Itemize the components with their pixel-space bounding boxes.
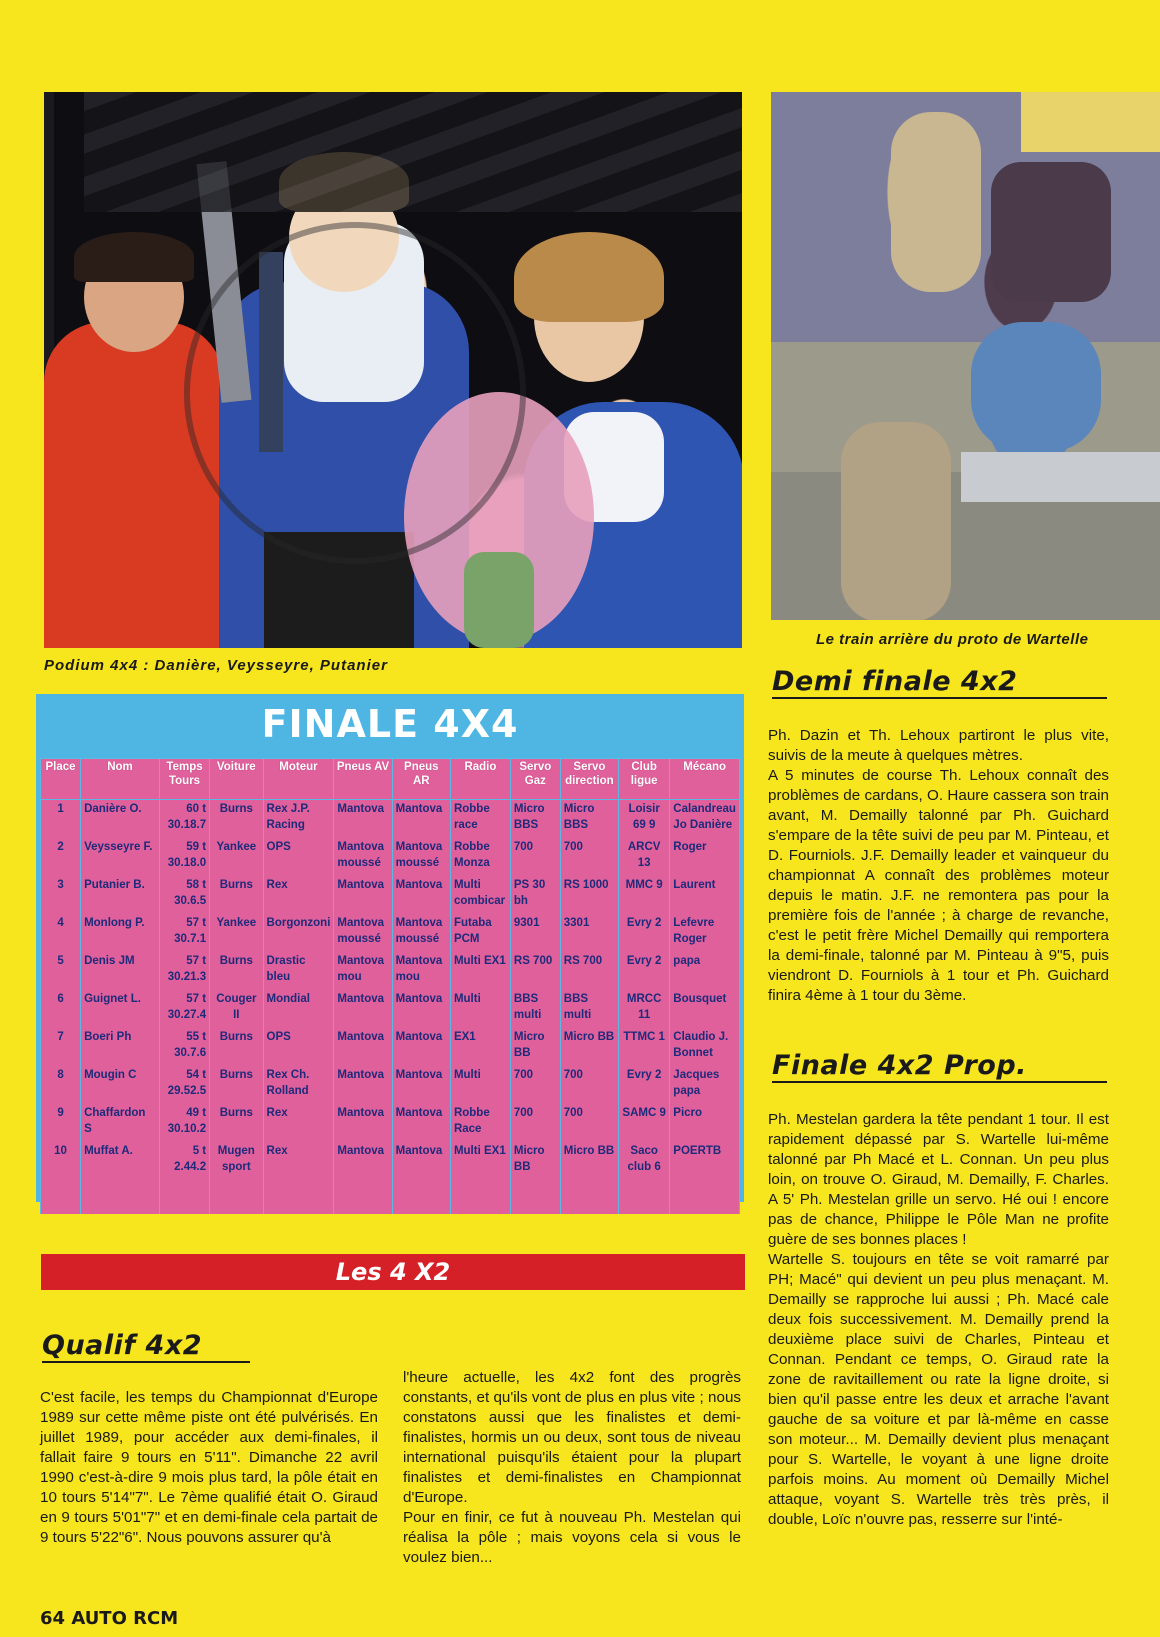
cell-servo-direction: 3301 — [560, 914, 618, 952]
qualif-paragraph-2: l'heure actuelle, les 4x2 font des progrès constants, et qu'ils vont de plus en plus vite ; nous constatons aussi que les finalistes et demi-finalistes, hormis un ou deux, sont tous de niveau international puisqu'ils étaient pour la plupart finalistes et demi-finalistes en Championnat d'Europe. — [403, 1369, 741, 1506]
rear-train-photo — [771, 92, 1160, 620]
cell-temps: 60 t 30.18.7 — [159, 800, 209, 839]
cell-radio: Multi EX1 — [450, 1142, 510, 1214]
col-header-pneus-ar: Pneus AR — [392, 759, 450, 800]
cell-moteur: Drastic bleu — [263, 952, 334, 990]
cell-pneus-ar: Mantova — [392, 1104, 450, 1142]
cell-pneus-av: Mantova — [334, 800, 392, 839]
col-header-club: Club ligue — [619, 759, 670, 800]
table-row — [41, 876, 740, 914]
cell-mecano: POERTB — [670, 1142, 740, 1214]
cell-servo-direction: RS 1000 — [560, 876, 618, 914]
cell-place: 2 — [41, 838, 81, 876]
col-header-moteur: Moteur — [263, 759, 334, 800]
cell-temps: 57 t 30.7.1 — [159, 914, 209, 952]
cell-pneus-ar: Mantova moussé — [392, 914, 450, 952]
col-header-mecano: Mécano — [670, 759, 740, 800]
cell-pneus-av: Mantova mou — [334, 952, 392, 990]
cell-moteur: Mondial — [263, 990, 334, 1028]
cell-servo-gaz: Micro BB — [510, 1142, 560, 1214]
cell-pneus-av: Mantova moussé — [334, 914, 392, 952]
cell-moteur: Borgonzoni — [263, 914, 334, 952]
cell-servo-gaz: 700 — [510, 1066, 560, 1104]
cell-radio: Multi combicar — [450, 876, 510, 914]
cell-place: 3 — [41, 876, 81, 914]
cell-pneus-ar: Mantova — [392, 1142, 450, 1214]
cell-mecano: Calandreau Jo Danière — [670, 800, 740, 839]
cell-pneus-av: Mantova — [334, 1104, 392, 1142]
cell-club: SAMC 9 — [619, 1104, 670, 1142]
cell-temps: 54 t 29.52.5 — [159, 1066, 209, 1104]
cell-moteur: OPS — [263, 838, 334, 876]
podium-caption: Podium 4x4 : Danière, Veysseyre, Putanier — [44, 657, 388, 674]
cell-place: 1 — [41, 800, 81, 839]
cell-moteur: Rex — [263, 1142, 334, 1214]
cell-moteur: Rex Ch. Rolland — [263, 1066, 334, 1104]
cell-club: Saco club 6 — [619, 1142, 670, 1214]
cell-temps: 49 t 30.10.2 — [159, 1104, 209, 1142]
cell-temps: 59 t 30.18.0 — [159, 838, 209, 876]
cell-temps: 55 t 30.7.6 — [159, 1028, 209, 1066]
podium-photo — [44, 92, 742, 648]
qualif-paragraph-3: Pour en finir, ce fut à nouveau Ph. Mestelan qui réalisa la pôle ; mais voyons cela si vous le voulez bien... — [403, 1509, 741, 1566]
cell-voiture: Burns — [210, 1066, 263, 1104]
cell-moteur: Rex — [263, 876, 334, 914]
cell-radio: Multi — [450, 990, 510, 1028]
cell-servo-direction: 700 — [560, 838, 618, 876]
cell-servo-gaz: RS 700 — [510, 952, 560, 990]
cell-radio: Robbe Monza — [450, 838, 510, 876]
cell-pneus-ar: Mantova — [392, 876, 450, 914]
cell-club: ARCV 13 — [619, 838, 670, 876]
col-header-voiture: Voiture — [210, 759, 263, 800]
cell-servo-gaz: 700 — [510, 1104, 560, 1142]
cell-pneus-ar: Mantova — [392, 990, 450, 1028]
cell-pneus-ar: Mantova mou — [392, 952, 450, 990]
cell-servo-gaz: Micro BB — [510, 1028, 560, 1066]
cell-nom: Monlong P. — [81, 914, 160, 952]
cell-temps: 5 t 2.44.2 — [159, 1142, 209, 1214]
table-row — [41, 800, 740, 839]
col-header-nom: Nom — [81, 759, 160, 800]
demi-finale-title: Demi finale 4x2 — [772, 666, 1107, 699]
cell-club: Evry 2 — [619, 952, 670, 990]
cell-mecano: Claudio J. Bonnet — [670, 1028, 740, 1066]
cell-club: MMC 9 — [619, 876, 670, 914]
cell-nom: Guignet L. — [81, 990, 160, 1028]
cell-pneus-ar: Mantova — [392, 1028, 450, 1066]
cell-radio: Robbe Race — [450, 1104, 510, 1142]
cell-voiture: Burns — [210, 1104, 263, 1142]
cell-pneus-av: Mantova — [334, 1142, 392, 1214]
page-folio: 64 AUTO RCM — [40, 1608, 179, 1629]
cell-moteur: Rex J.P. Racing — [263, 800, 334, 839]
finale-prop-column — [768, 1110, 1109, 1530]
demi-paragraph-1: Ph. Dazin et Th. Lehoux partiront le plus vite, suivis de la meute à quelques mètres. — [768, 727, 1109, 764]
cell-mecano: Bousquet — [670, 990, 740, 1028]
col-header-servo-gaz: Servo Gaz — [510, 759, 560, 800]
cell-servo-gaz: PS 30 bh — [510, 876, 560, 914]
finale-4x4-table — [40, 758, 740, 1214]
qualif-column-2 — [403, 1368, 741, 1568]
cell-mecano: papa — [670, 952, 740, 990]
cell-servo-gaz: BBS multi — [510, 990, 560, 1028]
cell-radio: Multi — [450, 1066, 510, 1104]
demi-finale-column — [768, 726, 1109, 1006]
cell-radio: Futaba PCM — [450, 914, 510, 952]
cell-servo-direction: Micro BBS — [560, 800, 618, 839]
cell-moteur: OPS — [263, 1028, 334, 1066]
qualif-paragraph-1: C'est facile, les temps du Championnat d'Europe 1989 sur cette même piste ont été pulvérisés. En juillet 1989, pour accéder aux demi-finales, il fallait faire 9 tours en 5'11". Dimanche 22 avril 1990 c'est-à-dire 9 mois plus tard, la pôle était en 10 tours 5'14"7". Le 7ème qualifié était O. Giraud en 9 tours 5'01"7" et en demi-finale cela partait de 9 tours 5'22"6". Nous pouvons assurer qu'à — [40, 1389, 378, 1546]
cell-nom: Veysseyre F. — [81, 838, 160, 876]
cell-place: 4 — [41, 914, 81, 952]
cell-mecano: Picro — [670, 1104, 740, 1142]
cell-mecano: Laurent — [670, 876, 740, 914]
cell-place: 7 — [41, 1028, 81, 1066]
cell-radio: Robbe race — [450, 800, 510, 839]
cell-servo-direction: 700 — [560, 1066, 618, 1104]
table-row — [41, 1066, 740, 1104]
cell-club: MRCC 11 — [619, 990, 670, 1028]
table-row — [41, 1142, 740, 1214]
table-row — [41, 1104, 740, 1142]
cell-pneus-av: Mantova moussé — [334, 838, 392, 876]
table-row — [41, 914, 740, 952]
finale-4x4-box — [36, 694, 744, 1202]
cell-temps: 57 t 30.21.3 — [159, 952, 209, 990]
col-header-pneus-av: Pneus AV — [334, 759, 392, 800]
cell-voiture: Mugen sport — [210, 1142, 263, 1214]
demi-paragraph-2: A 5 minutes de course Th. Lehoux connaît des problèmes de cardans, O. Haure cassera son train avant, M. Demailly talonné par Ph. Guichard s'empare de la tête suivi de peu par M. Pinteau, et D. Fourniols. J.F. Demailly leader et vainqueur du championnat A connaît des problèmes moteur depuis le matin. J.F. ne remontera pas pour la première fois de l'année ; à charge de revanche, c'est le petit frère Michel Demailly qui remportera la demi-finale, talonné par M. Pinteau à 9"5, puis viendront D. Fourniols à 1 tour et Ph. Guichard finira 4ème à 1 tour du 3ème. — [768, 767, 1109, 1004]
rear-train-caption: Le train arrière du proto de Wartelle — [816, 631, 1089, 648]
cell-servo-direction: Micro BB — [560, 1142, 618, 1214]
cell-nom: Putanier B. — [81, 876, 160, 914]
cell-pneus-av: Mantova — [334, 990, 392, 1028]
cell-pneus-av: Mantova — [334, 1066, 392, 1104]
cell-pneus-av: Mantova — [334, 876, 392, 914]
cell-servo-direction: BBS multi — [560, 990, 618, 1028]
cell-radio: EX1 — [450, 1028, 510, 1066]
table-row — [41, 990, 740, 1028]
cell-club: Evry 2 — [619, 1066, 670, 1104]
cell-voiture: Couger II — [210, 990, 263, 1028]
col-header-radio: Radio — [450, 759, 510, 800]
cell-place: 6 — [41, 990, 81, 1028]
cell-place: 5 — [41, 952, 81, 990]
cell-nom: Danière O. — [81, 800, 160, 839]
cell-voiture: Yankee — [210, 914, 263, 952]
cell-voiture: Burns — [210, 876, 263, 914]
col-header-place: Place — [41, 759, 81, 800]
cell-mecano: Roger — [670, 838, 740, 876]
cell-pneus-ar: Mantova — [392, 1066, 450, 1104]
cell-mecano: Jacques papa — [670, 1066, 740, 1104]
finale-prop-title: Finale 4x2 Prop. — [772, 1050, 1107, 1083]
cell-voiture: Burns — [210, 800, 263, 839]
cell-place: 9 — [41, 1104, 81, 1142]
qualif-title: Qualif 4x2 — [42, 1330, 250, 1363]
cell-nom: Chaffardon S — [81, 1104, 160, 1142]
table-row — [41, 838, 740, 876]
table-row — [41, 952, 740, 990]
col-header-temps: Temps Tours — [159, 759, 209, 800]
cell-nom: Muffat A. — [81, 1142, 160, 1214]
section-banner-4x2: Les 4 X2 — [41, 1254, 745, 1290]
cell-place: 10 — [41, 1142, 81, 1214]
cell-pneus-ar: Mantova moussé — [392, 838, 450, 876]
cell-nom: Mougin C — [81, 1066, 160, 1104]
cell-moteur: Rex — [263, 1104, 334, 1142]
qualif-column-1 — [40, 1388, 378, 1548]
cell-club: TTMC 1 — [619, 1028, 670, 1066]
cell-radio: Multi EX1 — [450, 952, 510, 990]
finale-4x4-title: FINALE 4X4 — [261, 702, 519, 746]
cell-temps: 57 t 30.27.4 — [159, 990, 209, 1028]
finale-prop-paragraph-1: Ph. Mestelan gardera la tête pendant 1 tour. Il est rapidement dépassé par S. Wartelle lui-même talonné par Ph Macé et L. Connan. Un peu plus loin, on trouve O. Giraud, M. Demailly, F. Charles. A 5' Ph. Mestelan grille un servo. Hé oui ! encore pas de chance, Philippe le Pôle Man ne profite guère de ses bonnes places ! — [768, 1111, 1109, 1248]
table-row — [41, 1028, 740, 1066]
cell-servo-direction: RS 700 — [560, 952, 618, 990]
cell-voiture: Yankee — [210, 838, 263, 876]
cell-servo-gaz: Micro BBS — [510, 800, 560, 839]
cell-servo-gaz: 9301 — [510, 914, 560, 952]
cell-voiture: Burns — [210, 1028, 263, 1066]
col-header-servo-direction: Servo direction — [560, 759, 618, 800]
cell-servo-direction: 700 — [560, 1104, 618, 1142]
cell-nom: Denis JM — [81, 952, 160, 990]
cell-servo-gaz: 700 — [510, 838, 560, 876]
cell-pneus-ar: Mantova — [392, 800, 450, 839]
cell-servo-direction: Micro BB — [560, 1028, 618, 1066]
finale-prop-paragraph-2: Wartelle S. toujours en tête se voit ramarré par PH; Macé" qui devient un peu plus menaçant. M. Demailly se rapproche lui aussi ; Ph. Macé cale deux fois successivement. M. Demailly prend la deuxième place suivi de Charles, Pinteau et Connan. Pendant ce temps, O. Giraud rate la zone de ravitaillement ou rate la ligne droite, si bien qu'il passe entre les deux et arrache l'avant gauche de sa voiture et par là-même en casse son moteur... M. Demailly devient plus menaçant pour S. Wartelle, le voyant à une ligne droite parfois moins. Au moment où Demailly Michel attaque, voyant S. Wartelle très très près, il double, Loïc n'ouvre pas, resserre sur l'inté- — [768, 1251, 1109, 1528]
cell-voiture: Burns — [210, 952, 263, 990]
cell-nom: Boeri Ph — [81, 1028, 160, 1066]
cell-pneus-av: Mantova — [334, 1028, 392, 1066]
cell-place: 8 — [41, 1066, 81, 1104]
cell-club: Evry 2 — [619, 914, 670, 952]
cell-temps: 58 t 30.6.5 — [159, 876, 209, 914]
cell-club: Loisir 69 9 — [619, 800, 670, 839]
cell-mecano: Lefevre Roger — [670, 914, 740, 952]
